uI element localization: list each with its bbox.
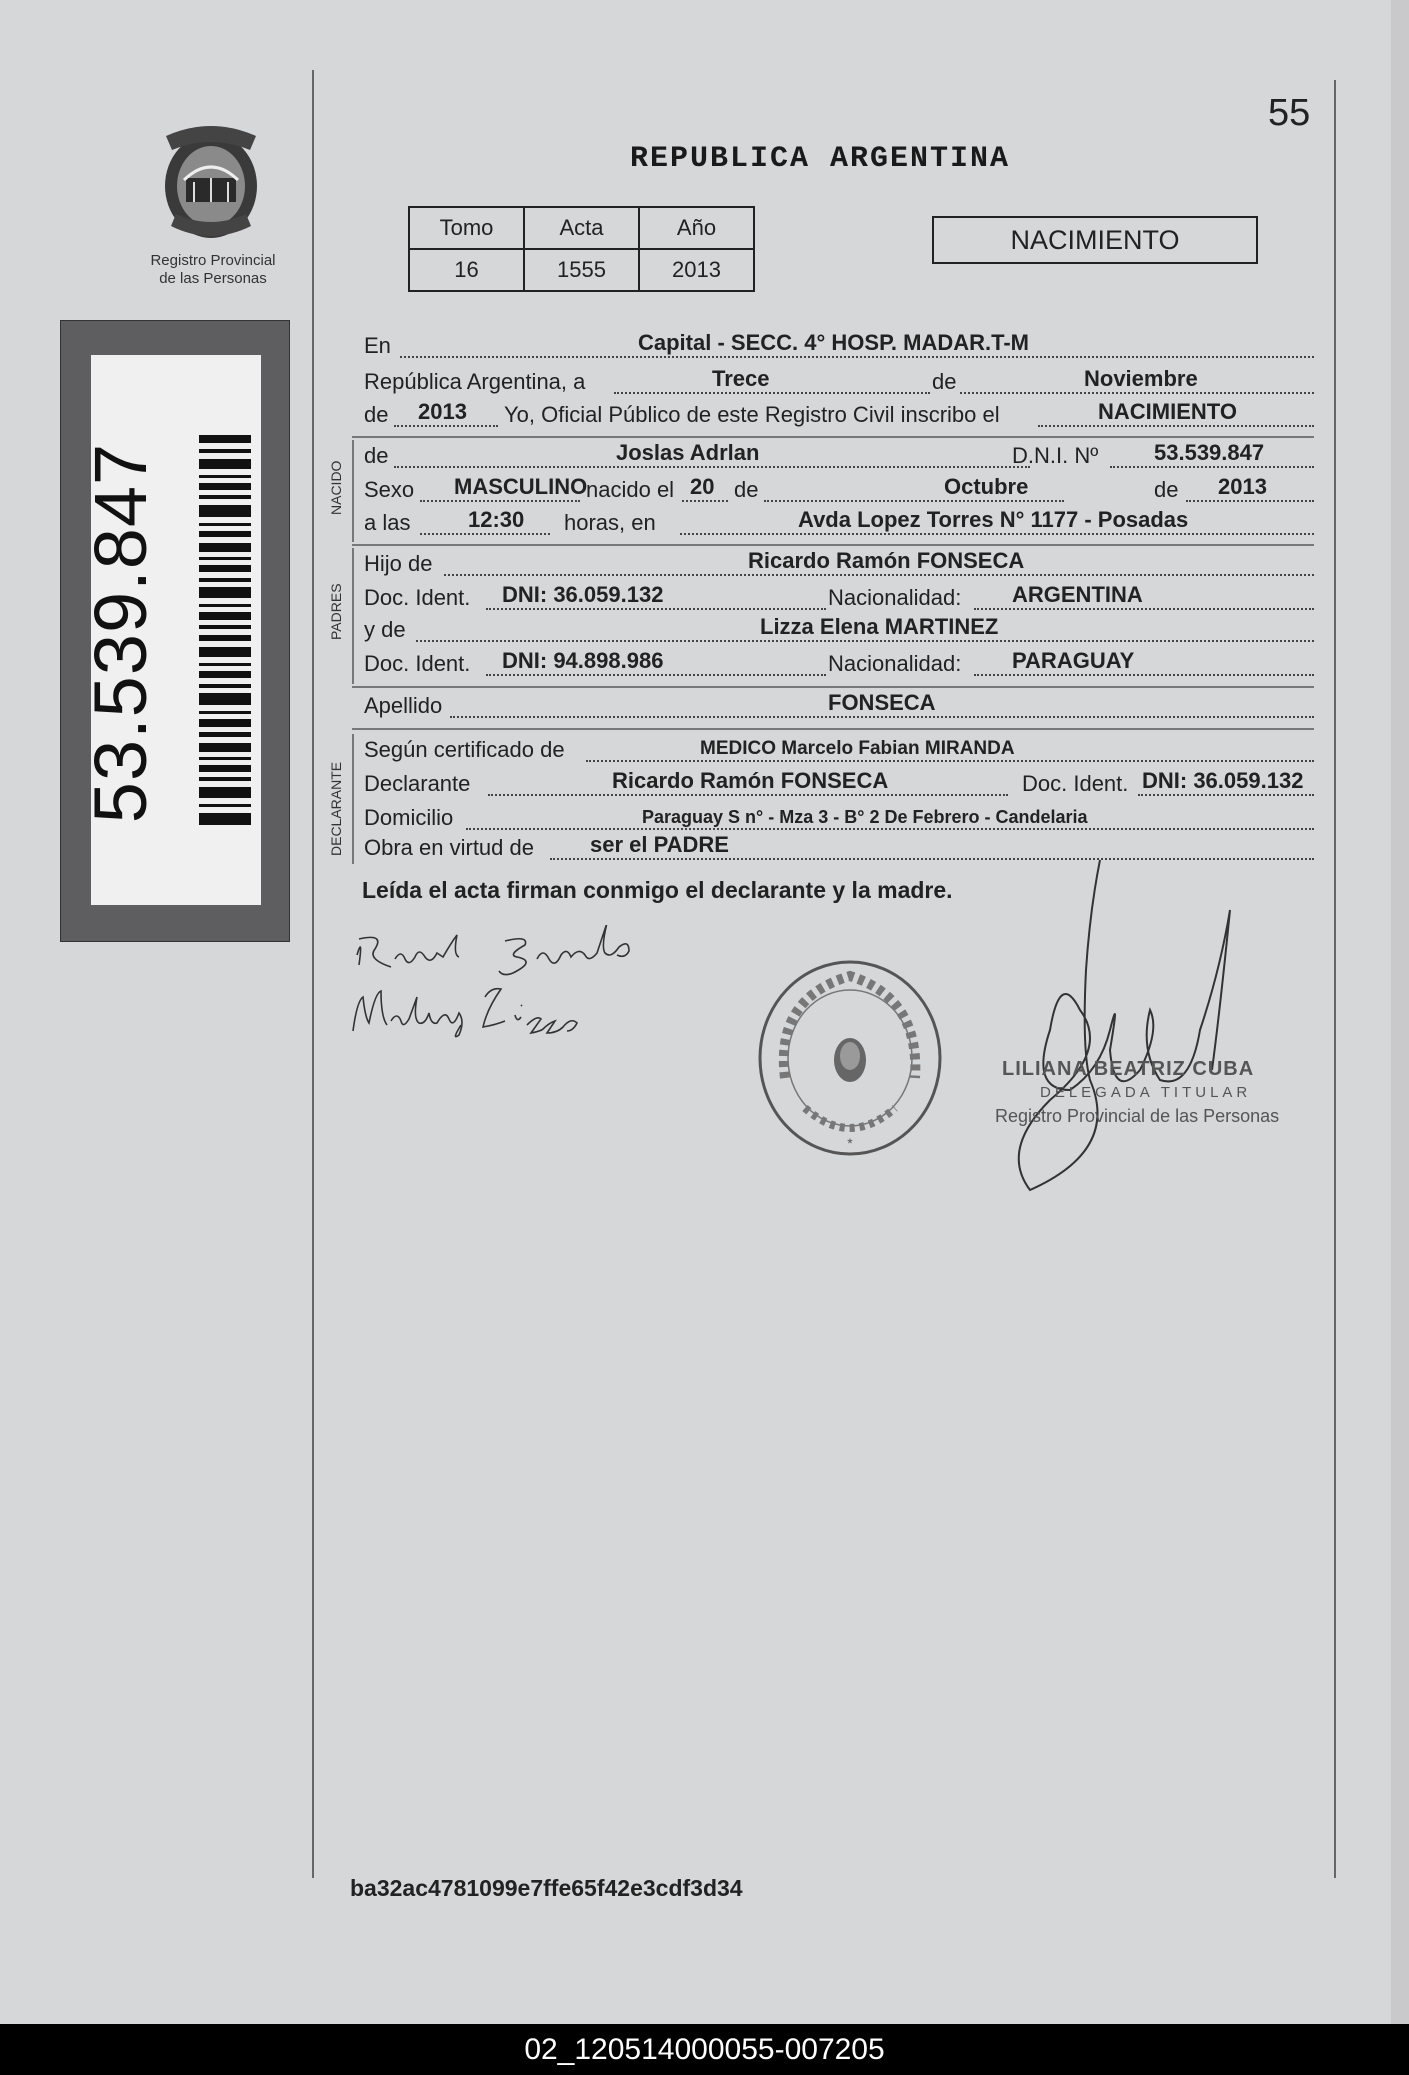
declarante-value: Ricardo Ramón FONSECA xyxy=(612,768,889,793)
republica-label: República Argentina, a xyxy=(364,369,586,394)
row-year xyxy=(364,397,1314,431)
declarante-section-label: DECLARANTE xyxy=(328,761,344,856)
birth-day-value: 20 xyxy=(690,474,715,499)
section-separator xyxy=(352,728,1314,730)
signature-martinez-lizza xyxy=(353,989,577,1037)
dotted-line xyxy=(614,392,930,394)
row-address xyxy=(364,800,1314,834)
tomo-value: 16 xyxy=(409,249,524,291)
barcode-number: 53.539.847 xyxy=(79,442,162,824)
official-name: LILIANA BEATRIZ CUBA xyxy=(1002,1058,1255,1080)
padres-section-label: PADRES xyxy=(328,583,344,640)
act-value: NACIMIENTO xyxy=(1098,399,1237,424)
footer-id-bar: 02_120514000055-007205 xyxy=(0,2024,1409,2075)
row-sex-birth xyxy=(364,472,1314,506)
hash-code: ba32ac4781099e7ffe65f42e3cdf3d34 xyxy=(350,1875,743,1901)
section-bracket xyxy=(352,440,354,542)
declarant-signatures xyxy=(345,925,745,1055)
dotted-line xyxy=(974,608,1314,610)
month-value: Noviembre xyxy=(1084,366,1198,391)
father-doc-value: DNI: 36.059.132 xyxy=(502,582,664,607)
row-name xyxy=(364,438,1314,472)
registry-label xyxy=(128,252,298,288)
row-mother-name xyxy=(364,612,1314,646)
official-role: DELEGADA TITULAR xyxy=(1040,1084,1252,1101)
signature-ricardo-fonseca xyxy=(357,925,629,975)
left-margin-line xyxy=(312,70,314,1878)
de-label: de xyxy=(364,443,389,468)
birth-year-value: 2013 xyxy=(1218,474,1267,499)
registry-table-value-row xyxy=(409,249,754,291)
row-father-doc xyxy=(364,580,1314,614)
birth-time-value: 12:30 xyxy=(468,507,525,532)
declarante-label: Declarante xyxy=(364,771,471,796)
cert-label: Según certificado de xyxy=(364,737,565,762)
official-org: Registro Provincial de las Personas xyxy=(995,1106,1280,1126)
row-certificate xyxy=(364,732,1314,766)
row-mother-doc xyxy=(364,646,1314,680)
closing-statement: Leída el acta firman conmigo el declarante y la madre. xyxy=(362,877,953,903)
section-bracket xyxy=(352,734,354,864)
sexo-value: MASCULINO xyxy=(454,474,588,499)
section-bracket xyxy=(352,548,354,684)
registry-table-header-row xyxy=(409,207,754,249)
row-surname xyxy=(364,688,1314,722)
de-label: de xyxy=(932,369,957,394)
name-value: Joslas Adrlan xyxy=(616,440,760,465)
doc-label: Doc. Ident. xyxy=(364,585,471,610)
province-emblem-icon xyxy=(146,118,276,248)
day-value: Trece xyxy=(712,366,770,391)
location-value: Capital - SECC. 4° HOSP. MADAR.T-M xyxy=(638,330,1029,355)
father-nationality-value: ARGENTINA xyxy=(1012,582,1143,607)
row-declarant xyxy=(364,766,1314,800)
hijo-label: Hijo de xyxy=(364,551,433,576)
year-value: 2013 xyxy=(418,399,467,424)
svg-text:*: * xyxy=(847,1135,853,1151)
dotted-line xyxy=(486,608,826,610)
nacido-label: nacido el xyxy=(586,477,675,502)
document-type-box: NACIMIENTO xyxy=(932,216,1258,264)
alas-label: a las xyxy=(364,510,411,535)
acta-header: Acta xyxy=(524,207,639,249)
dotted-line xyxy=(1110,466,1314,468)
official-text: Yo, Oficial Público de este Registro Civil inscribo el xyxy=(504,402,1000,427)
cert-value: MEDICO Marcelo Fabian MIRANDA xyxy=(700,738,1015,759)
dotted-line xyxy=(394,466,1030,468)
registry-table xyxy=(408,206,755,292)
dotted-line xyxy=(420,500,580,502)
sexo-label: Sexo xyxy=(364,477,415,502)
dotted-line xyxy=(1138,794,1314,796)
apellido-label: Apellido xyxy=(364,693,443,718)
en-label: En xyxy=(364,333,391,358)
de-label: de xyxy=(1154,477,1179,502)
dotted-line xyxy=(400,356,1314,358)
de-label: de xyxy=(364,402,389,427)
dotted-line xyxy=(488,794,1008,796)
barcode-panel xyxy=(60,320,290,942)
dotted-line xyxy=(586,760,1314,762)
dotted-line xyxy=(444,574,1314,576)
dotted-line xyxy=(960,392,1314,394)
dni-value: 53.539.847 xyxy=(1154,440,1265,465)
dotted-line xyxy=(682,500,728,502)
mother-doc-value: DNI: 94.898.986 xyxy=(502,648,664,673)
nac-label: Nacionalidad: xyxy=(828,585,962,610)
yde-label: y de xyxy=(364,617,406,642)
row-father-name xyxy=(364,546,1314,580)
anio-value: 2013 xyxy=(639,249,754,291)
nac-label: Nacionalidad: xyxy=(828,651,962,676)
obra-value: ser el PADRE xyxy=(590,832,729,857)
dotted-line xyxy=(416,640,1314,642)
row-date xyxy=(364,364,1314,398)
page-number: 55 xyxy=(1268,92,1311,134)
birth-month-value: Octubre xyxy=(944,474,1029,499)
right-margin-line xyxy=(1334,80,1336,1878)
doc-label: Doc. Ident. xyxy=(364,651,471,676)
dotted-line xyxy=(394,425,498,427)
official-signature xyxy=(990,850,1260,1210)
de-label: de xyxy=(734,477,759,502)
declarante-doc-value: DNI: 36.059.132 xyxy=(1142,768,1304,793)
registry-label-line1: Registro Provincial xyxy=(150,252,276,269)
domicilio-label: Domicilio xyxy=(364,805,454,830)
horas-label: horas, en xyxy=(564,510,656,535)
barcode-icon xyxy=(199,435,251,825)
dotted-line xyxy=(420,533,550,535)
row-location xyxy=(364,328,1314,362)
dotted-line xyxy=(680,533,1314,535)
dotted-line xyxy=(450,716,1314,718)
decl-doc-label: Doc. Ident. xyxy=(1022,771,1129,796)
dotted-line xyxy=(1038,425,1314,427)
dotted-line xyxy=(486,674,826,676)
anio-header: Año xyxy=(639,207,754,249)
page-edge xyxy=(1391,0,1409,2024)
country-title: REPUBLICA ARGENTINA xyxy=(629,142,1011,176)
official-stamp-icon xyxy=(755,958,945,1158)
birth-place-value: Avda Lopez Torres N° 1177 - Posadas xyxy=(798,507,1189,532)
row-time-place xyxy=(364,505,1314,539)
registry-label-line2: de las Personas xyxy=(159,270,267,287)
obra-label: Obra en virtud de xyxy=(364,835,534,860)
dotted-line xyxy=(974,674,1314,676)
barcode-label xyxy=(79,355,261,905)
tomo-header: Tomo xyxy=(409,207,524,249)
father-name-value: Ricardo Ramón FONSECA xyxy=(748,548,1025,573)
acta-value: 1555 xyxy=(524,249,639,291)
mother-nationality-value: PARAGUAY xyxy=(1012,648,1135,673)
dotted-line xyxy=(1186,500,1314,502)
dni-label: D.N.I. Nº xyxy=(1012,443,1099,468)
domicilio-value: Paraguay S n° - Mza 3 - B° 2 De Febrero - Candelaria xyxy=(642,807,1088,827)
mother-name-value: Lizza Elena MARTINEZ xyxy=(760,614,999,639)
dotted-line xyxy=(764,500,1064,502)
nacido-section-label: NACIDO xyxy=(328,460,344,515)
apellido-value: FONSECA xyxy=(828,690,936,715)
